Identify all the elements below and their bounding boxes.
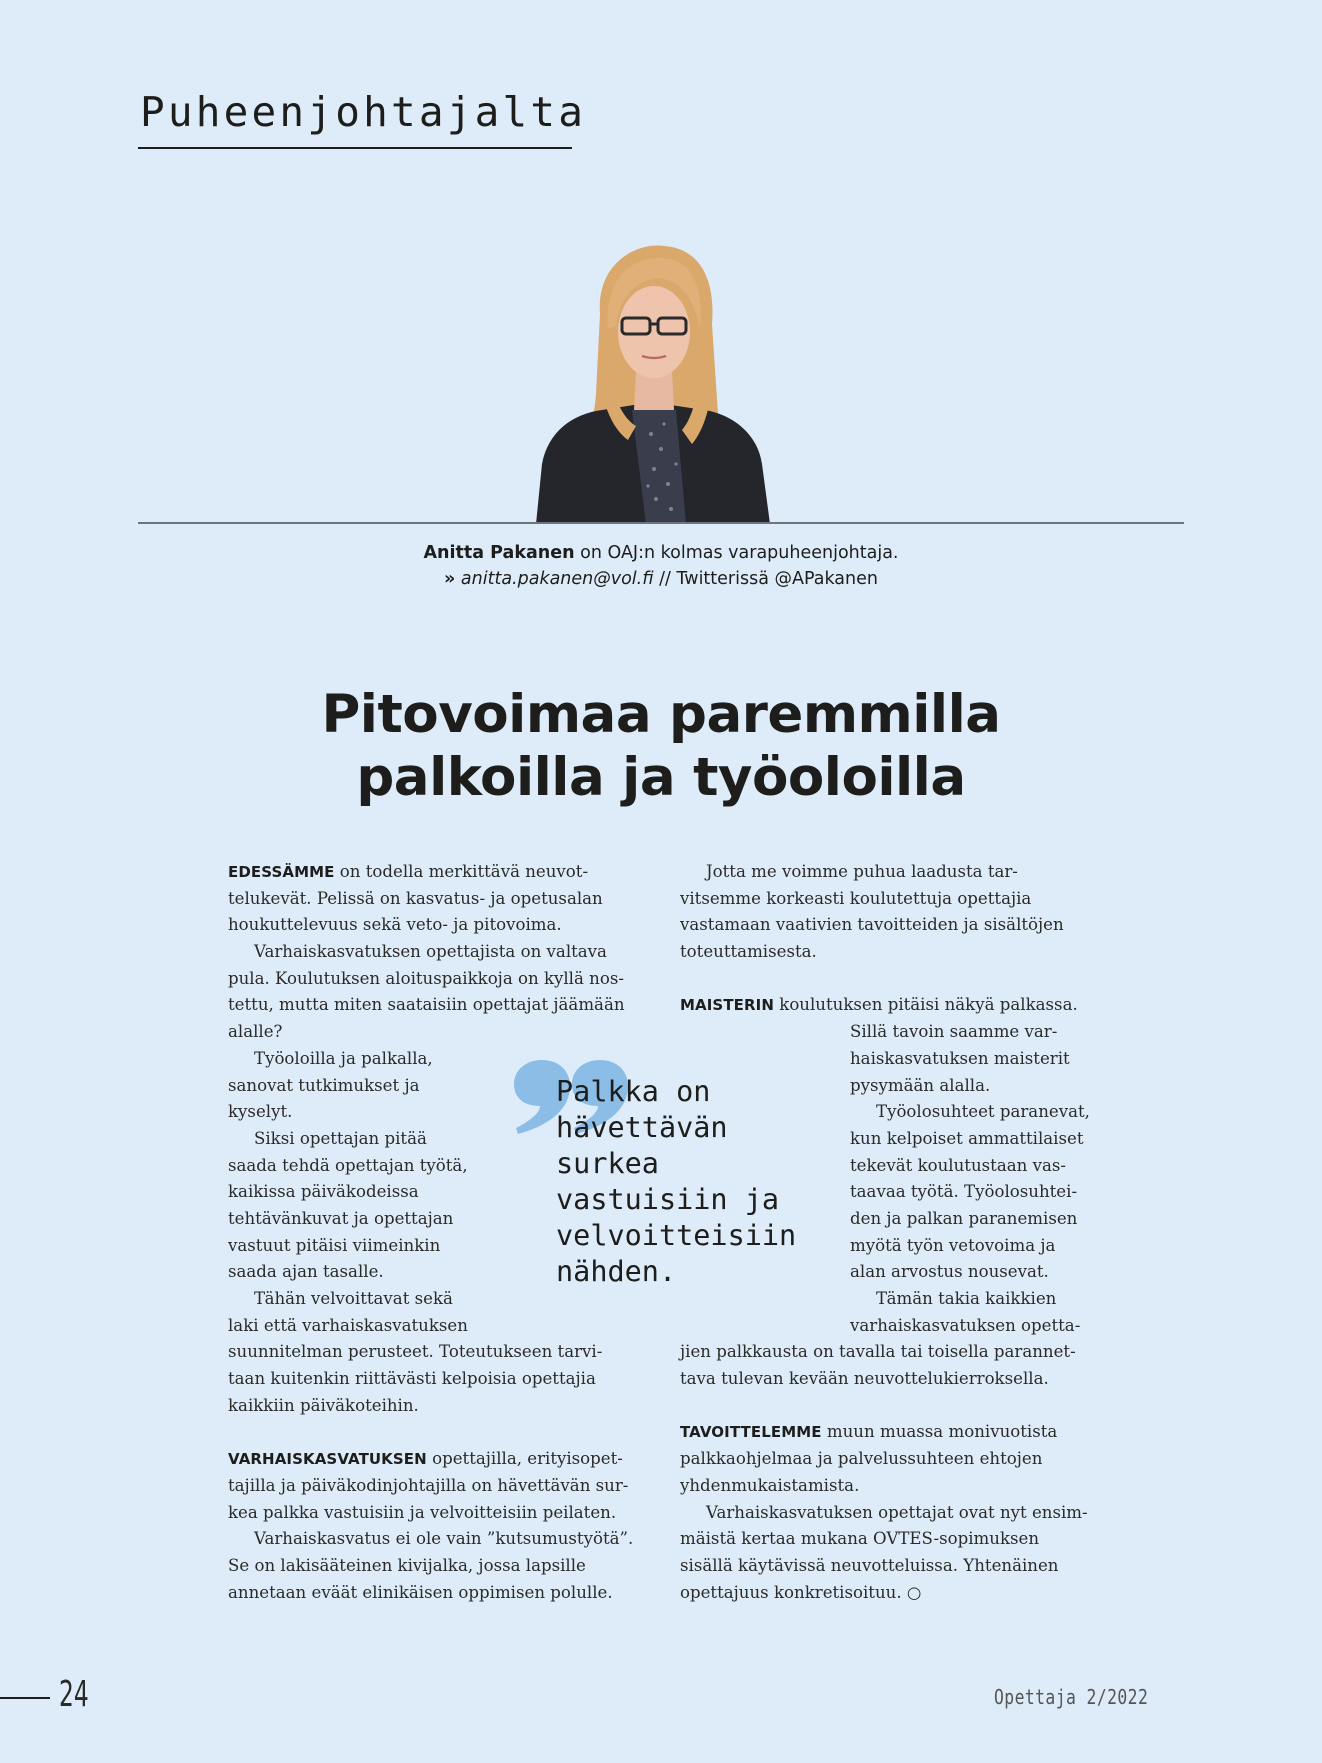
pull-quote-line: Palkka on	[556, 1075, 711, 1108]
text-line: tettu, mutta miten saataisiin opettajat jäämään	[228, 995, 625, 1015]
text-line: tajilla ja päiväkodinjohtajilla on hävettävän sur-	[228, 1475, 629, 1495]
author-byline	[0, 540, 1322, 567]
article-title-line: Pitovoimaa paremmilla	[321, 684, 1001, 745]
text-line: vitsemme korkeasti koulutettuja opettajia	[680, 888, 1032, 908]
text-line: tekevät koulutustaan vas-	[850, 1155, 1066, 1175]
pull-quote-line: velvoitteisiin	[556, 1219, 797, 1252]
paragraph-lead: TAVOITTELEMME	[680, 1423, 822, 1442]
contact-separator: //	[653, 569, 677, 589]
pull-quote	[556, 1074, 796, 1290]
text-line: kaikissa päiväkodeissa	[228, 1182, 419, 1202]
text-line: Siksi opettajan pitää	[254, 1128, 427, 1148]
text-line: varhaiskasvatuksen opetta-	[850, 1315, 1081, 1335]
pull-quote-line: surkea	[556, 1147, 659, 1180]
text-line: haiskasvatuksen maisterit	[850, 1048, 1070, 1068]
text-line: taan kuitenkin riittävästi kelpoisia opettajia	[228, 1369, 596, 1389]
text-line: tehtävänkuvat ja opettajan	[228, 1208, 454, 1228]
text-line: vastuut pitäisi viimeinkin	[228, 1235, 441, 1255]
text-line: kea palkka vastuisiin ja velvoitteisiin peilaten.	[228, 1502, 617, 1522]
text-line: taavaa työtä. Työolosuhtei-	[850, 1182, 1078, 1202]
text-line: Varhaiskasvatuksen opettajat ovat nyt ensim-	[706, 1502, 1088, 1522]
text-line: kyselyt.	[228, 1102, 293, 1122]
text-line: pula. Koulutuksen aloituspaikkoja on kyllä nos-	[228, 968, 624, 988]
text-line: tava tulevan kevään neuvottelukierroksella.	[680, 1369, 1049, 1389]
text-line: muun muassa monivuotista	[821, 1422, 1058, 1442]
pull-quote-line: vastuisiin ja	[556, 1183, 780, 1216]
text-line: alalle?	[228, 1022, 283, 1042]
text-line: annetaan eväät elinikäisen oppimisen polulle.	[228, 1582, 613, 1602]
section-heading-underline	[138, 147, 572, 149]
text-line: myötä työn vetovoima ja	[850, 1235, 1056, 1255]
text-line: yhdenmukaistamista.	[680, 1475, 860, 1495]
paragraph-lead: EDESSÄMME	[228, 863, 335, 881]
author-role: on OAJ:n kolmas varapuheenjohtaja.	[574, 543, 899, 563]
text-line: opettajilla, erityisopet-	[426, 1449, 623, 1469]
text-line: on todella merkittävä neuvot-	[334, 862, 589, 881]
text-line: laki että varhaiskasvatuksen	[228, 1315, 468, 1335]
text-line: vastamaan vaativien tavoitteiden ja sisältöjen	[680, 915, 1064, 935]
author-name: Anitta Pakanen	[423, 543, 575, 563]
text-line: jien palkkausta on tavalla tai toisella parannet-	[680, 1342, 1076, 1362]
text-line: Työoloilla ja palkalla,	[254, 1048, 433, 1068]
text-line: telukevät. Pelissä on kasvatus- ja opetusalan	[228, 888, 603, 908]
text-line: koulutuksen pitäisi näkyä palkassa.	[773, 995, 1078, 1015]
text-line: opettajuus konkretisoituu. ○	[680, 1582, 922, 1602]
text-line: kun kelpoiset ammattilaiset	[850, 1128, 1084, 1148]
arrow-icon: »	[444, 569, 456, 589]
text-line: saada ajan tasalle.	[228, 1262, 384, 1282]
article-title-line: palkoilla ja työoloilla	[356, 747, 966, 808]
text-line: Jotta me voimme puhua laadusta tar-	[706, 862, 1018, 881]
text-line: Tähän velvoittavat sekä	[254, 1289, 453, 1308]
page-number: 24	[59, 1674, 89, 1715]
pull-quote-line: hävettävän	[556, 1111, 728, 1144]
author-email-link[interactable]: anitta.pakanen@vol.fi	[460, 569, 654, 589]
paragraph-lead: MAISTERIN	[680, 996, 774, 1015]
text-line: mäistä kertaa mukana OVTES-sopimuksen	[680, 1529, 1040, 1549]
magazine-issue: Opettaja 2/2022	[994, 1685, 1149, 1709]
article-title	[0, 683, 1322, 809]
text-line: Työolosuhteet paranevat,	[876, 1102, 1090, 1122]
text-line: Tämän takia kaikkien	[876, 1289, 1057, 1308]
footer-rule	[0, 1697, 50, 1699]
author-twitter: Twitterissä @APakanen	[676, 569, 878, 589]
text-line: palkkaohjelmaa ja palvelussuhteen ehtojen	[680, 1449, 1043, 1469]
text-line: toteuttamisesta.	[680, 942, 817, 962]
text-line: Varhaiskasvatus ei ole vain ”kutsumustyötä”.	[254, 1529, 634, 1549]
paragraph-lead: VARHAISKASVATUKSEN	[228, 1450, 427, 1469]
text-line: Varhaiskasvatuksen opettajista on valtava	[254, 942, 607, 962]
text-line: alan arvostus nousevat.	[850, 1262, 1049, 1282]
author-contact	[0, 566, 1322, 593]
horizontal-rule	[138, 522, 1184, 524]
text-line: houkuttelevuus sekä veto- ja pitovoima.	[228, 915, 562, 935]
pull-quote-line: nähden.	[556, 1255, 677, 1288]
text-line: Sillä tavoin saamme var-	[850, 1022, 1058, 1042]
section-heading: Puheenjohtajalta	[140, 88, 587, 136]
text-line: den ja palkan paranemisen	[850, 1208, 1078, 1228]
text-line: kaikkiin päiväkoteihin.	[228, 1395, 419, 1415]
text-line: suunnitelman perusteet. Toteutukseen tarvi-	[228, 1342, 603, 1362]
text-line: saada tehdä opettajan työtä,	[228, 1155, 468, 1175]
text-line: sisällä käytävissä neuvotteluissa. Yhtenäinen	[680, 1555, 1059, 1575]
text-line: Se on lakisääteinen kivijalka, jossa lapsille	[228, 1555, 586, 1575]
text-line: pysymään alalla.	[850, 1075, 991, 1095]
text-line: sanovat tutkimukset ja	[228, 1075, 420, 1095]
author-portrait	[536, 244, 770, 524]
